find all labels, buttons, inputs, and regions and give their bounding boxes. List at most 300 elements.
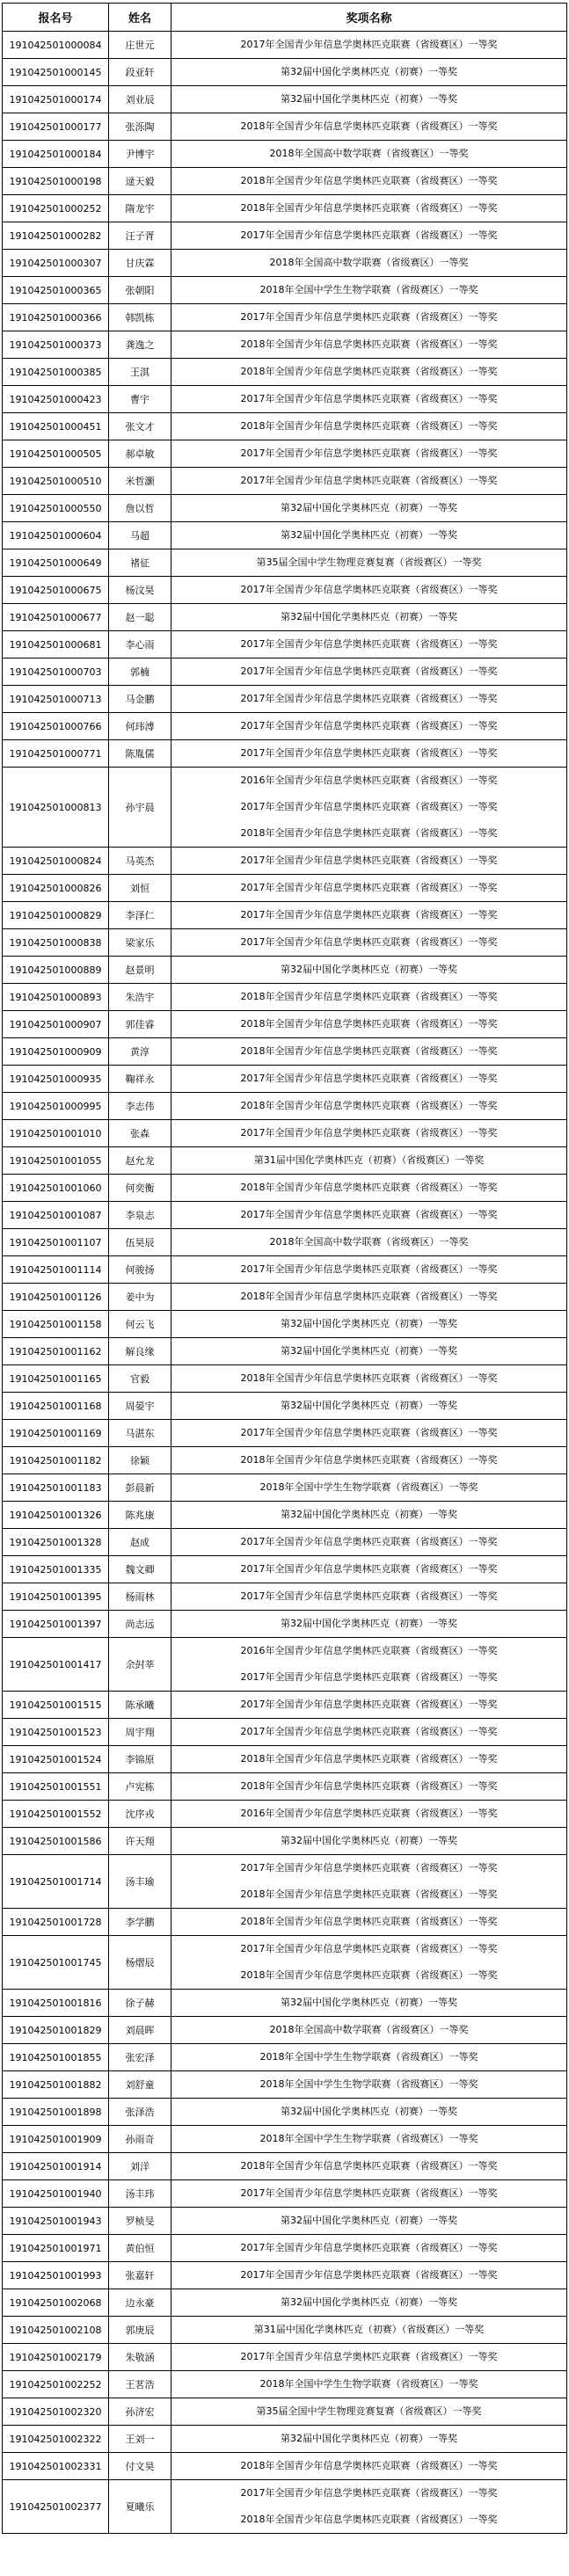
- registration-number-cell: 191042501001816: [3, 1990, 109, 2017]
- registration-number-cell: 191042501002068: [3, 2289, 109, 2317]
- award-line: 第32届中国化学奥林匹克（初赛）一等奖: [281, 2433, 457, 2444]
- table-row: [3, 1120, 567, 1147]
- award-list-table: [2, 3, 567, 2534]
- award-line: 第32届中国化学奥林匹克（初赛）一等奖: [281, 1997, 457, 2008]
- registration-number-cell: 191042501000681: [3, 631, 109, 659]
- table-row: [3, 222, 567, 250]
- award-name-cell: [171, 1311, 567, 1338]
- award-name-cell: [171, 604, 567, 631]
- table-row: [3, 659, 567, 686]
- award-name-cell: [171, 304, 567, 331]
- table-row: [3, 1773, 567, 1801]
- student-name-cell: 孙雨奇: [109, 2126, 171, 2153]
- award-name-cell: [171, 1692, 567, 1719]
- award-line: 第32届中国化学奥林匹克（初赛）一等奖: [281, 611, 457, 622]
- table-row: [3, 2180, 567, 2208]
- table-row: [3, 331, 567, 359]
- registration-number-cell: 191042501000184: [3, 141, 109, 168]
- table-row: [3, 1638, 567, 1692]
- award-name-cell: [171, 1393, 567, 1420]
- student-name-cell: 杨雨林: [109, 1583, 171, 1611]
- award-line: 2018年全国青少年信息学奥林匹克联赛（省级赛区）一等奖: [240, 1045, 498, 1057]
- table-row: [3, 1038, 567, 1066]
- registration-number-cell: 191042501000677: [3, 604, 109, 631]
- registration-number-cell: 191042501000505: [3, 440, 109, 468]
- student-name-cell: 王淇: [109, 359, 171, 386]
- award-line: 2018年全国青少年信息学奥林匹克联赛（省级赛区）一等奖: [240, 1969, 498, 1981]
- registration-number-cell: 191042501001395: [3, 1583, 109, 1611]
- student-name-cell: 陈承曦: [109, 1692, 171, 1719]
- award-name-cell: [171, 1828, 567, 1855]
- award-line: 2018年全国高中数学联赛（省级赛区）一等奖: [269, 257, 469, 268]
- award-name-cell: [171, 1038, 567, 1066]
- student-name-cell: 马湛东: [109, 1420, 171, 1447]
- award-name-cell: [171, 2180, 567, 2208]
- award-name-cell: [171, 168, 567, 195]
- table-row: [3, 929, 567, 957]
- award-name-cell: [171, 549, 567, 577]
- award-line: 2018年全国青少年信息学奥林匹克联赛（省级赛区）一等奖: [240, 338, 498, 350]
- student-name-cell: 杨熠辰: [109, 1936, 171, 1990]
- table-row: [3, 1284, 567, 1311]
- student-name-cell: 褚征: [109, 549, 171, 577]
- award-name-cell: [171, 1338, 567, 1365]
- award-line: 2017年全国青少年信息学奥林匹克联赛（省级赛区）一等奖: [240, 801, 498, 812]
- student-name-cell: 官毅: [109, 1365, 171, 1393]
- table-row: [3, 2099, 567, 2126]
- award-name-cell: [171, 1773, 567, 1801]
- award-name-cell: [171, 2426, 567, 2453]
- award-line: 第32届中国化学奥林匹克（初赛）一等奖: [281, 964, 457, 975]
- registration-number-cell: 191042501000995: [3, 1093, 109, 1120]
- student-name-cell: 张文才: [109, 413, 171, 440]
- award-line: 2016年全国青少年信息学奥林匹克联赛（省级赛区）一等奖: [240, 1645, 498, 1656]
- student-name-cell: 孙济宏: [109, 2398, 171, 2426]
- header-name: 姓名: [109, 4, 171, 32]
- registration-number-cell: 191042501000252: [3, 195, 109, 222]
- table-row: [3, 1474, 567, 1502]
- table-row: [3, 1447, 567, 1474]
- table-row: [3, 2017, 567, 2044]
- registration-number-cell: 191042501000385: [3, 359, 109, 386]
- table-row: [3, 2398, 567, 2426]
- student-name-cell: 孙宇晨: [109, 768, 171, 848]
- student-name-cell: 米哲灏: [109, 468, 171, 495]
- award-name-cell: [171, 957, 567, 984]
- student-name-cell: 尹博宇: [109, 141, 171, 168]
- table-row: [3, 1175, 567, 1202]
- student-name-cell: 赵允龙: [109, 1147, 171, 1175]
- table-row: [3, 1692, 567, 1719]
- student-name-cell: 汤丰玮: [109, 2180, 171, 2208]
- registration-number-cell: 191042501001882: [3, 2071, 109, 2099]
- registration-number-cell: 191042501001087: [3, 1202, 109, 1229]
- registration-number-cell: 191042501001551: [3, 1773, 109, 1801]
- student-name-cell: 伍昊辰: [109, 1229, 171, 1256]
- award-line: 2017年全国青少年信息学奥林匹克联赛（省级赛区）一等奖: [240, 720, 498, 731]
- registration-number-cell: 191042501001169: [3, 1420, 109, 1447]
- award-line: 2017年全国青少年信息学奥林匹克联赛（省级赛区）一等奖: [240, 2351, 498, 2362]
- award-line: 2018年全国中学生生物学联赛（省级赛区）一等奖: [259, 2051, 478, 2063]
- registration-number-cell: 191042501000838: [3, 929, 109, 957]
- student-name-cell: 彭晨新: [109, 1474, 171, 1502]
- award-name-cell: [171, 1474, 567, 1502]
- registration-number-cell: 191042501001168: [3, 1393, 109, 1420]
- table-row: [3, 277, 567, 304]
- table-row: [3, 250, 567, 277]
- award-line: 2018年全国青少年信息学奥林匹克联赛（省级赛区）一等奖: [240, 1454, 498, 1466]
- table-row: [3, 522, 567, 549]
- award-line: 2018年全国青少年信息学奥林匹克联赛（省级赛区）一等奖: [240, 1916, 498, 1927]
- award-name-cell: [171, 2480, 567, 2534]
- award-line: 2017年全国青少年信息学奥林匹克联赛（省级赛区）一等奖: [240, 2269, 498, 2281]
- student-name-cell: 王刘一: [109, 2426, 171, 2453]
- award-name-cell: [171, 1066, 567, 1093]
- award-line: 第31届中国化学奥林匹克（初赛）（省级赛区）一等奖: [253, 2324, 485, 2335]
- table-row: [3, 1502, 567, 1529]
- award-name-cell: [171, 32, 567, 59]
- table-row: [3, 549, 567, 577]
- student-name-cell: 周晏宇: [109, 1393, 171, 1420]
- student-name-cell: 郝卓敏: [109, 440, 171, 468]
- award-name-cell: [171, 1284, 567, 1311]
- award-line: 2018年全国青少年信息学奥林匹克联赛（省级赛区）一等奖: [240, 1291, 498, 1302]
- award-name-cell: [171, 1936, 567, 1990]
- award-name-cell: [171, 1256, 567, 1284]
- award-line: 2018年全国青少年信息学奥林匹克联赛（省级赛区）一等奖: [240, 1100, 498, 1111]
- award-name-cell: [171, 2017, 567, 2044]
- student-name-cell: 陈兆康: [109, 1502, 171, 1529]
- registration-number-cell: 191042501001126: [3, 1284, 109, 1311]
- award-line: 第31届中国化学奥林匹克（初赛）（省级赛区）一等奖: [253, 1154, 485, 1166]
- table-row: [3, 468, 567, 495]
- award-name-cell: [171, 522, 567, 549]
- student-name-cell: 段亚轩: [109, 59, 171, 86]
- award-name-cell: [171, 875, 567, 902]
- award-line: 第32届中国化学奥林匹克（初赛）一等奖: [281, 2296, 457, 2308]
- award-line: 2018年全国中学生生物学联赛（省级赛区）一等奖: [259, 2133, 478, 2144]
- registration-number-cell: 191042501000550: [3, 495, 109, 522]
- registration-number-cell: 191042501000649: [3, 549, 109, 577]
- student-name-cell: 周宇翔: [109, 1719, 171, 1746]
- table-row: [3, 2153, 567, 2180]
- award-line: 2018年全国青少年信息学奥林匹克联赛（省级赛区）一等奖: [240, 175, 498, 186]
- award-name-cell: [171, 113, 567, 141]
- student-name-cell: 张泺陶: [109, 113, 171, 141]
- student-name-cell: 韩凯栋: [109, 304, 171, 331]
- table-row: [3, 902, 567, 929]
- table-row: [3, 1202, 567, 1229]
- table-row: [3, 604, 567, 631]
- award-name-cell: [171, 277, 567, 304]
- award-line: 第32届中国化学奥林匹克（初赛）一等奖: [281, 66, 457, 77]
- table-row: [3, 2235, 567, 2262]
- registration-number-cell: 191042501001417: [3, 1638, 109, 1692]
- table-row: [3, 1529, 567, 1556]
- registration-number-cell: 191042501002377: [3, 2480, 109, 2534]
- award-line: 第32届中国化学奥林匹克（初赛）一等奖: [281, 1345, 457, 1357]
- award-line: 2017年全国青少年信息学奥林匹克联赛（省级赛区）一等奖: [240, 882, 498, 893]
- student-name-cell: 沈序戎: [109, 1801, 171, 1828]
- student-name-cell: 梁家乐: [109, 929, 171, 957]
- award-line: 2017年全国青少年信息学奥林匹克联赛（省级赛区）一等奖: [240, 2242, 498, 2253]
- award-line: 2017年全国青少年信息学奥林匹克联赛（省级赛区）一等奖: [240, 936, 498, 948]
- student-name-cell: 鞠祥永: [109, 1066, 171, 1093]
- table-row: [3, 577, 567, 604]
- registration-number-cell: 191042501001335: [3, 1556, 109, 1583]
- table-row: [3, 768, 567, 848]
- award-line: 2017年全国青少年信息学奥林匹克联赛（省级赛区）一等奖: [240, 666, 498, 677]
- table-row: [3, 713, 567, 740]
- registration-number-cell: 191042501001714: [3, 1855, 109, 1909]
- registration-number-cell: 191042501000771: [3, 740, 109, 768]
- student-name-cell: 杨汶昊: [109, 577, 171, 604]
- award-line: 第32届中国化学奥林匹克（初赛）一等奖: [281, 1318, 457, 1329]
- award-line: 2018年全国青少年信息学奥林匹克联赛（省级赛区）一等奖: [240, 420, 498, 432]
- award-name-cell: [171, 1529, 567, 1556]
- award-name-cell: [171, 59, 567, 86]
- award-line: 2017年全国青少年信息学奥林匹克联赛（省级赛区）一等奖: [240, 39, 498, 50]
- student-name-cell: 李志伟: [109, 1093, 171, 1120]
- award-line: 2017年全国青少年信息学奥林匹克联赛（省级赛区）一等奖: [240, 1671, 498, 1683]
- award-name-cell: [171, 222, 567, 250]
- award-name-cell: [171, 929, 567, 957]
- award-line: 2017年全国青少年信息学奥林匹克联赛（省级赛区）一等奖: [240, 1209, 498, 1220]
- registration-number-cell: 191042501001158: [3, 1311, 109, 1338]
- table-row: [3, 1066, 567, 1093]
- award-name-cell: [171, 1611, 567, 1638]
- registration-number-cell: 191042501000703: [3, 659, 109, 686]
- award-line: 2018年全国中学生生物学联赛（省级赛区）一等奖: [259, 2078, 478, 2090]
- registration-number-cell: 191042501001523: [3, 1719, 109, 1746]
- student-name-cell: 陈胤儒: [109, 740, 171, 768]
- award-line: 2017年全国青少年信息学奥林匹克联赛（省级赛区）一等奖: [240, 1563, 498, 1575]
- registration-number-cell: 191042501001971: [3, 2235, 109, 2262]
- award-name-cell: [171, 2453, 567, 2480]
- award-line: 2017年全国青少年信息学奥林匹克联赛（省级赛区）一等奖: [240, 855, 498, 866]
- table-row: [3, 2453, 567, 2480]
- award-name-cell: [171, 848, 567, 875]
- award-name-cell: [171, 2398, 567, 2426]
- award-line: 2017年全国青少年信息学奥林匹克联赛（省级赛区）一等奖: [240, 1427, 498, 1438]
- student-name-cell: 马超: [109, 522, 171, 549]
- award-name-cell: [171, 1447, 567, 1474]
- student-name-cell: 解良缘: [109, 1338, 171, 1365]
- student-name-cell: 付文昊: [109, 2453, 171, 2480]
- student-name-cell: 边永豪: [109, 2289, 171, 2317]
- registration-number-cell: 191042501001328: [3, 1529, 109, 1556]
- student-name-cell: 李泽仁: [109, 902, 171, 929]
- award-name-cell: [171, 1202, 567, 1229]
- table-row: [3, 2044, 567, 2071]
- student-name-cell: 詹以哲: [109, 495, 171, 522]
- student-name-cell: 黄淳: [109, 1038, 171, 1066]
- registration-number-cell: 191042501000373: [3, 331, 109, 359]
- registration-number-cell: 191042501000675: [3, 577, 109, 604]
- table-row: [3, 2426, 567, 2453]
- award-line: 2018年全国中学生生物学联赛（省级赛区）一等奖: [259, 1481, 478, 1493]
- award-name-cell: [171, 86, 567, 113]
- award-name-cell: [171, 2208, 567, 2235]
- award-line: 2017年全国青少年信息学奥林匹克联赛（省级赛区）一等奖: [240, 747, 498, 759]
- table-row: [3, 195, 567, 222]
- table-row: [3, 1611, 567, 1638]
- award-name-cell: [171, 686, 567, 713]
- student-name-cell: 曹宇: [109, 386, 171, 413]
- student-name-cell: 赵景明: [109, 957, 171, 984]
- award-line: 第32届中国化学奥林匹克（初赛）一等奖: [281, 2215, 457, 2226]
- award-name-cell: [171, 1093, 567, 1120]
- registration-number-cell: 191042501001898: [3, 2099, 109, 2126]
- registration-number-cell: 191042501000282: [3, 222, 109, 250]
- table-row: [3, 2071, 567, 2099]
- award-line: 第32届中国化学奥林匹克（初赛）一等奖: [281, 93, 457, 105]
- table-row: [3, 168, 567, 195]
- registration-number-cell: 191042501000889: [3, 957, 109, 984]
- registration-number-cell: 191042501002322: [3, 2426, 109, 2453]
- award-line: 2018年全国高中数学联赛（省级赛区）一等奖: [269, 148, 469, 159]
- student-name-cell: 徐颖: [109, 1447, 171, 1474]
- registration-number-cell: 191042501001010: [3, 1120, 109, 1147]
- award-line: 2018年全国青少年信息学奥林匹克联赛（省级赛区）一等奖: [240, 2160, 498, 2172]
- registration-number-cell: 191042501000824: [3, 848, 109, 875]
- award-name-cell: [171, 768, 567, 848]
- registration-number-cell: 191042501001829: [3, 2017, 109, 2044]
- award-line: 2017年全国青少年信息学奥林匹克联赛（省级赛区）一等奖: [240, 229, 498, 241]
- table-row: [3, 1256, 567, 1284]
- table-row: [3, 1011, 567, 1038]
- award-name-cell: [171, 902, 567, 929]
- award-line: 2018年全国青少年信息学奥林匹克联赛（省级赛区）一等奖: [240, 2460, 498, 2471]
- registration-number-cell: 191042501001107: [3, 1229, 109, 1256]
- registration-number-cell: 191042501001060: [3, 1175, 109, 1202]
- student-name-cell: 刘晨晖: [109, 2017, 171, 2044]
- award-line: 2017年全国青少年信息学奥林匹克联赛（省级赛区）一等奖: [240, 311, 498, 323]
- table-row: [3, 984, 567, 1011]
- registration-number-cell: 191042501002252: [3, 2371, 109, 2398]
- table-row: [3, 1147, 567, 1175]
- student-name-cell: 甘庆霖: [109, 250, 171, 277]
- table-header: [3, 4, 567, 32]
- award-line: 2017年全国青少年信息学奥林匹克联赛（省级赛区）一等奖: [240, 584, 498, 595]
- student-name-cell: 徐子赫: [109, 1990, 171, 2017]
- registration-number-cell: 191042501000307: [3, 250, 109, 277]
- award-name-cell: [171, 1229, 567, 1256]
- award-line: 2016年全国青少年信息学奥林匹克联赛（省级赛区）一等奖: [240, 775, 498, 786]
- award-line: 2018年全国青少年信息学奥林匹克联赛（省级赛区）一等奖: [240, 827, 498, 839]
- award-line: 2018年全国中学生生物学联赛（省级赛区）一等奖: [259, 2378, 478, 2390]
- student-name-cell: 汪子胥: [109, 222, 171, 250]
- award-name-cell: [171, 495, 567, 522]
- award-line: 2017年全国青少年信息学奥林匹克联赛（省级赛区）一等奖: [240, 1073, 498, 1084]
- award-line: 2017年全国青少年信息学奥林匹克联赛（省级赛区）一等奖: [240, 2487, 498, 2499]
- table-row: [3, 1556, 567, 1583]
- student-name-cell: 黄伯恒: [109, 2235, 171, 2262]
- table-row: [3, 2289, 567, 2317]
- award-line: 2017年全国青少年信息学奥林匹克联赛（省级赛区）一等奖: [240, 393, 498, 404]
- award-line: 2017年全国青少年信息学奥林匹克联赛（省级赛区）一等奖: [240, 638, 498, 650]
- registration-number-cell: 191042501001397: [3, 1611, 109, 1638]
- student-name-cell: 龚逸之: [109, 331, 171, 359]
- registration-number-cell: 191042501001745: [3, 1936, 109, 1990]
- student-name-cell: 李学鹏: [109, 1909, 171, 1936]
- award-name-cell: [171, 1638, 567, 1692]
- award-line: 2017年全国青少年信息学奥林匹克联赛（省级赛区）一等奖: [240, 1699, 498, 1710]
- registration-number-cell: 191042501000893: [3, 984, 109, 1011]
- registration-number-cell: 191042501001515: [3, 1692, 109, 1719]
- award-name-cell: [171, 2344, 567, 2371]
- award-name-cell: [171, 1746, 567, 1773]
- award-name-cell: [171, 2317, 567, 2344]
- registration-number-cell: 191042501000826: [3, 875, 109, 902]
- registration-number-cell: 191042501000510: [3, 468, 109, 495]
- award-name-cell: [171, 2126, 567, 2153]
- student-name-cell: 王茗浩: [109, 2371, 171, 2398]
- student-name-cell: 刘恒: [109, 875, 171, 902]
- table-row: [3, 304, 567, 331]
- table-row: [3, 32, 567, 59]
- award-line: 2018年全国高中数学联赛（省级赛区）一等奖: [269, 2024, 469, 2035]
- award-name-cell: [171, 713, 567, 740]
- table-row: [3, 1365, 567, 1393]
- table-row: [3, 1420, 567, 1447]
- registration-number-cell: 191042501000423: [3, 386, 109, 413]
- student-name-cell: 尚志远: [109, 1611, 171, 1638]
- header-award-name: 奖项名称: [171, 4, 567, 32]
- award-name-cell: [171, 1909, 567, 1936]
- award-name-cell: [171, 141, 567, 168]
- table-row: [3, 1801, 567, 1828]
- student-name-cell: 马英杰: [109, 848, 171, 875]
- registration-number-cell: 191042501000084: [3, 32, 109, 59]
- registration-number-cell: 191042501001914: [3, 2153, 109, 2180]
- table-row: [3, 440, 567, 468]
- award-name-cell: [171, 2289, 567, 2317]
- table-row: [3, 2480, 567, 2534]
- table-row: [3, 2208, 567, 2235]
- award-line: 2017年全国青少年信息学奥林匹克联赛（省级赛区）一等奖: [240, 1263, 498, 1275]
- award-name-cell: [171, 1583, 567, 1611]
- award-name-cell: [171, 1556, 567, 1583]
- table-row: [3, 386, 567, 413]
- table-row: [3, 1828, 567, 1855]
- award-name-cell: [171, 1719, 567, 1746]
- award-name-cell: [171, 2044, 567, 2071]
- award-name-cell: [171, 1011, 567, 1038]
- registration-number-cell: 191042501001909: [3, 2126, 109, 2153]
- award-name-cell: [171, 740, 567, 768]
- registration-number-cell: 191042501001165: [3, 1365, 109, 1393]
- registration-number-cell: 191042501000365: [3, 277, 109, 304]
- table-row: [3, 686, 567, 713]
- award-line: 2018年全国青少年信息学奥林匹克联赛（省级赛区）一等奖: [240, 1018, 498, 1030]
- award-line: 第32届中国化学奥林匹克（初赛）一等奖: [281, 529, 457, 541]
- award-name-cell: [171, 359, 567, 386]
- registration-number-cell: 191042501000366: [3, 304, 109, 331]
- student-name-cell: 张森: [109, 1120, 171, 1147]
- student-name-cell: 张嘉轩: [109, 2262, 171, 2289]
- award-line: 第32届中国化学奥林匹克（初赛）一等奖: [281, 1400, 457, 1411]
- award-line: 2017年全国青少年信息学奥林匹克联赛（省级赛区）一等奖: [240, 1726, 498, 1737]
- award-name-cell: [171, 631, 567, 659]
- award-name-cell: [171, 2235, 567, 2262]
- award-name-cell: [171, 440, 567, 468]
- registration-number-cell: 191042501001993: [3, 2262, 109, 2289]
- student-name-cell: 刘洋: [109, 2153, 171, 2180]
- student-name-cell: 李泉志: [109, 1202, 171, 1229]
- award-name-cell: [171, 1855, 567, 1909]
- registration-number-cell: 191042501002320: [3, 2398, 109, 2426]
